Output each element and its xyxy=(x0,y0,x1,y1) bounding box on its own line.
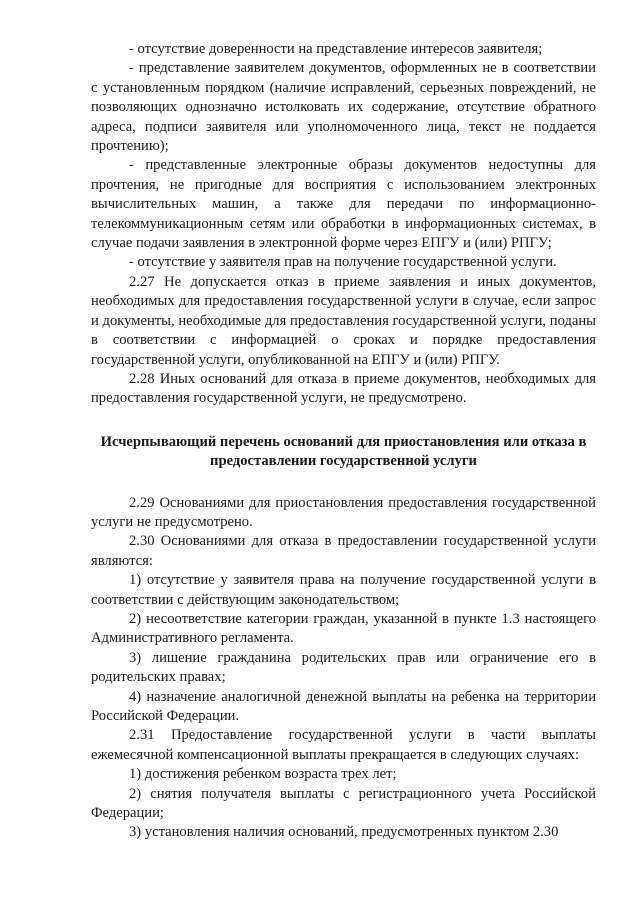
paragraph-2-29: 2.29 Основаниями для приостановления предоставления государственной услуги не предусмотрено. xyxy=(91,494,596,530)
list-item-termination-2: 2) снятия получателя выплаты с регистрационного учета Российской Федерации; xyxy=(91,785,596,822)
paragraph-2-30: 2.30 Основаниями для отказа в предоставлении государственной услуги являются: xyxy=(91,533,596,569)
paragraph-unreadable-electronic-images: - представленные электронные образы документов недоступны для прочтения, не пригодные для восприятия с использованием электронных вычислительных машин, а также для передачи по информационно-телекоммуникационным сетям или обработки в информационных системах, в случае подачи заявления в электронной форме через ЕПГУ и (или) РПГУ; xyxy=(91,157,596,252)
paragraph-improper-documents: - представление заявителем документов, оформленных не в соответствии с установленным порядком (наличие исправлений, серьезных повреждений, не позволяющих однозначно истолковать их содержание, отсутствие обратного адреса, подписи заявителя или уполномоченного лица, текст не поддается прочтению); xyxy=(91,60,596,155)
list-item-refusal-3: 3) лишение гражданина родительских прав или ограничение его в родительских правах; xyxy=(91,649,596,686)
paragraph-2-31: 2.31 Предоставление государственной услуги в части выплаты ежемесячной компенсационной выплаты прекращается в следующих случаях: xyxy=(91,727,596,763)
section-heading: Исчерпывающий перечень оснований для приостановления или отказа в предоставлении государственной услуги xyxy=(100,433,587,470)
paragraph-no-power-of-attorney: - отсутствие доверенности на представление интересов заявителя; xyxy=(129,41,543,57)
list-item-termination-3: 3) установления наличия оснований, предусмотренных пунктом 2.30 xyxy=(129,824,559,841)
document-page xyxy=(91,40,596,843)
list-item-termination-1: 1) достижения ребенком возраста трех лет; xyxy=(129,766,397,783)
list-item-refusal-4: 4) назначение аналогичной денежной выплаты на ребенка на территории Российской Федерации. xyxy=(91,688,596,724)
paragraph-2-27: 2.27 Не допускается отказ в приеме заявления и иных документов, необходимых для предоставления государственной услуги в случае, если запрос и документы, необходимые для предоставления государственной услуги, поданы в соответствии с информацией о сроках и порядке предоставления государственной услуги, опубликованной на ЕПГУ и (или) РПГУ. xyxy=(91,273,596,368)
paragraph-2-28: 2.28 Иных оснований для отказа в приеме документов, необходимых для предоставления государственной услуги, не предусмотрено. xyxy=(91,370,596,407)
list-item-refusal-1: 1) отсутствие у заявителя права на получение государственной услуги в соответствии с действующим законодательством; xyxy=(91,572,596,608)
paragraph-no-rights: - отсутствие у заявителя прав на получение государственной услуги. xyxy=(129,254,557,271)
list-item-refusal-2: 2) несоответствие категории граждан, указанной в пункте 1.3 настоящего Административного регламента. xyxy=(91,610,596,647)
